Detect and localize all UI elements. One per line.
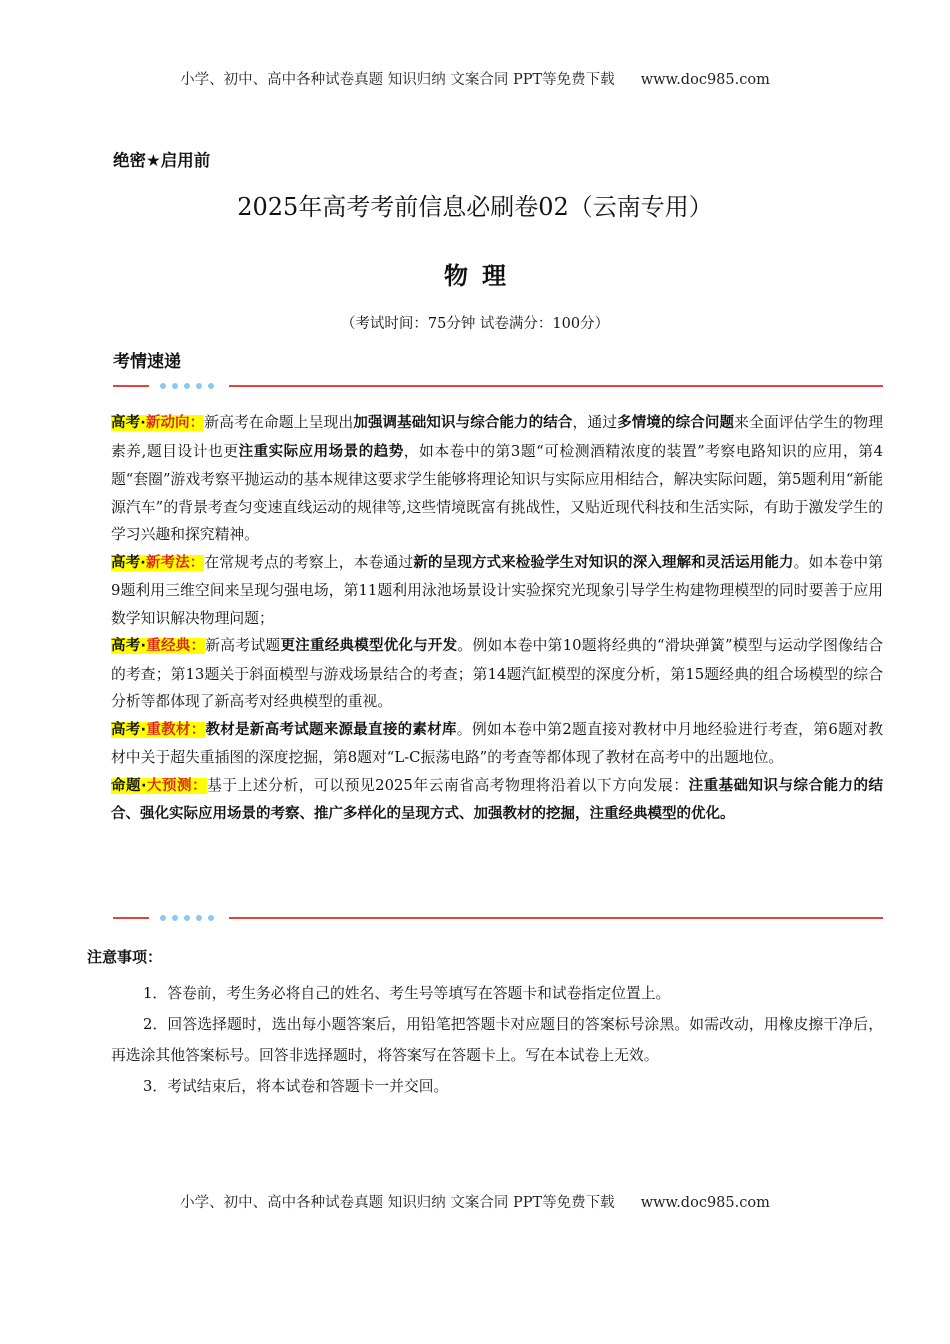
page-footer [0, 1191, 950, 1212]
tag-textbook: 高考·重教材： [111, 721, 206, 738]
header-text: 小学、初中、高中各种试卷真题 知识归纳 文案合同 PPT等免费下载 [180, 72, 615, 88]
note-item: 3．考试结束后，将本试卷和答题卡一并交回。 [143, 1078, 449, 1095]
exam-info: （考试时间：75分钟 试卷满分：100分） [340, 316, 610, 332]
trend-paragraph-new-trend: 高考·新动向：新高考在命题上呈现出加强调基础知识与综合能力的结合，通过多情境的综合问题来全面评估学生的物理素养,题目设计也更注重实际应用场景的趋势，如本卷中的第3题“可检测酒精浓度的装置”考察电路知识的应用，第4题“套圈”游戏考察平抛运动的基本规律这要求学生能够将理论知识与实际应用相结合，解决实际问题，第5题利用“新能源汽车”的背景考查匀变速直线运动的规律等,这些情境既富有挑战性，又贴近现代科技和生活实际，有助于激发学生的学习兴趣和探究精神。 [111, 414, 884, 543]
trend-content [111, 409, 883, 829]
subject-title: 物理 [444, 262, 520, 290]
note-item: 1．答卷前，考生务必将自己的姓名、考生号等填写在答题卡和试卷指定位置上。 [143, 985, 671, 1002]
header-site-link[interactable]: www.doc985.com [640, 72, 770, 88]
section-title: 考情速递 [113, 352, 181, 372]
divider-dot [208, 383, 214, 389]
trend-paragraph-new-method: 高考·新考法：在常规考点的考察上，本卷通过新的呈现方式来检验学生对知识的深入理解和灵活运用能力。如本卷中第9题利用三维空间来呈现匀强电场，第11题利用泳池场景设计实验探究光现象引导学生构建物理模型的同时要善于应用数学知识解决物理问题； [111, 553, 884, 627]
footer-text: 小学、初中、高中各种试卷真题 知识归纳 文案合同 PPT等免费下载 [180, 1195, 615, 1211]
divider-dot [196, 915, 202, 921]
tag-classic: 高考·重经典： [111, 638, 206, 654]
footer-site-link[interactable]: www.doc985.com [640, 1195, 770, 1211]
divider-dot [196, 383, 202, 389]
trend-paragraph-prediction: 命题·大预测：基于上述分析，可以预见2025年云南省高考物理将沿着以下方向发展：注重基础知识与综合能力的结合、强化实际应用场景的考察、推广多样化的呈现方式、加强教材的挖掘，注重经典模型的优化。 [111, 776, 884, 822]
divider-dot [184, 915, 190, 921]
section-divider-bottom [113, 912, 883, 924]
tag-new-method: 高考·新考法： [111, 554, 205, 571]
page-header [0, 68, 950, 89]
exam-title: 2025年高考考前信息必刷卷02（云南专用） [237, 193, 713, 221]
divider-dot [184, 383, 190, 389]
trend-paragraph-classic: 高考·重经典：新高考试题更注重经典模型优化与开发。例如本卷中第10题将经典的“滑块弹簧”模型与运动学图像结合的考查；第13题关于斜面模型与游戏场景结合的考查；第14题汽缸模型的深度分析，第15题经典的组合场模型的综合分析等都体现了新高考对经典模型的重视。 [111, 637, 883, 710]
divider-dot [172, 383, 178, 389]
section-divider-top [113, 380, 883, 392]
divider-dot [208, 915, 214, 921]
trend-paragraph-textbook: 高考·重教材：教材是新高考试题来源最直接的素材库。例如本卷中第2题直接对教材中月地经验进行考查，第6题对教材中关于超失重插图的深度挖掘，第8题对“L-C振荡电路”的考查等都体现了教材在高考中的出题地位。 [111, 720, 883, 766]
tag-prediction: 命题·大预测： [111, 777, 207, 794]
note-item: 2．回答选择题时，选出每小题答案后，用铅笔把答题卡对应题目的答案标号涂黑。如需改动，用橡皮擦干净后，再选涂其他答案标号。回答非选择题时，将答案写在答题卡上。写在本试卷上无效。 [111, 1016, 883, 1064]
tag-new-trend: 高考·新动向： [111, 415, 205, 431]
divider-dot [160, 383, 166, 389]
notes-title: 注意事项： [87, 948, 163, 966]
notes-list [111, 978, 883, 1102]
secret-label: 绝密★启用前 [113, 151, 211, 170]
divider-dot [172, 915, 178, 921]
divider-dot [160, 915, 166, 921]
